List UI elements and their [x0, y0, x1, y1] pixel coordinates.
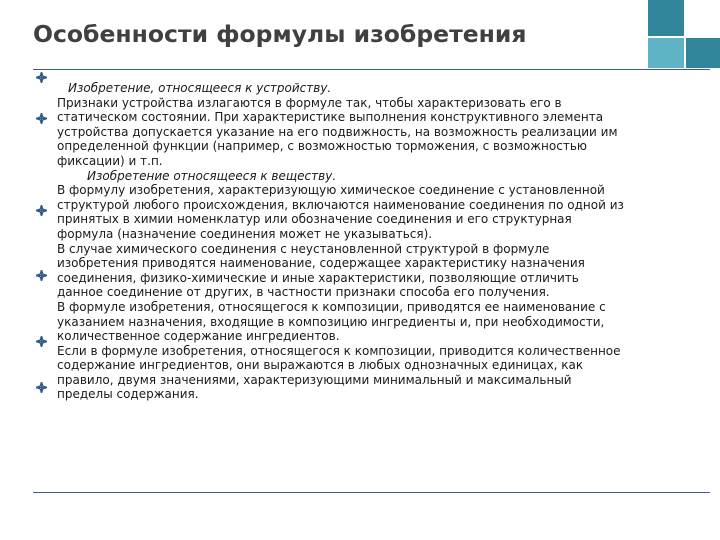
footer-divider — [33, 492, 710, 493]
body-line: статическом состоянии. При характеристике выполнения конструктивного элемента — [57, 110, 604, 125]
body-line: правило, двумя значениями, характеризующими минимальный и максимальный — [57, 372, 572, 387]
body-line: структурой любого происхождения, включаются наименование соединения по одной из — [57, 197, 624, 212]
four-petal-diamond-bullet-icon — [36, 205, 47, 216]
decor-square-top — [648, 0, 684, 36]
body-line: формула (назначение соединения может не указываться). — [57, 226, 433, 241]
title-divider — [33, 69, 710, 70]
body-line: фиксации) и т.п. — [57, 153, 163, 168]
body-line: указанием назначения, входящие в композицию ингредиенты и, при необходимости, — [57, 314, 605, 329]
four-petal-diamond-bullet-icon — [36, 336, 47, 347]
body-line: В формуле изобретения, относящегося к композиции, приводятся ее наименование с — [57, 299, 606, 314]
body-line: принятых в химии номенклатур или обозначение соединения и его структурная — [57, 212, 572, 227]
body-line: В случае химического соединения с неустановленной структурой в формуле — [57, 241, 550, 256]
body-line: пределы содержания. — [57, 387, 199, 402]
body-line: устройства допускается указание на его подвижность, на возможность реализации им — [57, 124, 618, 139]
four-petal-diamond-bullet-icon — [36, 270, 47, 281]
four-petal-diamond-bullet-icon — [36, 113, 47, 124]
decor-square-right — [686, 38, 720, 68]
subheading-device: Изобретение, относящееся к устройству. — [68, 81, 332, 95]
body-line: соединения, физико-химические и иные характеристики, позволяющие отличить — [57, 270, 579, 285]
body-line: количественное содержание ингредиентов. — [57, 329, 340, 344]
decor-square-light — [648, 38, 684, 68]
slide-title: Особенности формулы изобретения — [33, 20, 527, 48]
four-petal-diamond-bullet-icon — [36, 72, 47, 83]
body-line: Признаки устройства излагаются в формуле так, чтобы характеризовать его в — [57, 95, 562, 110]
body-line: изобретения приводятся наименование, содержащее характеристику назначения — [57, 256, 585, 271]
body-line: данное соединение от других, в частности признаки способа его получения. — [57, 285, 550, 300]
body-line: содержание ингредиентов, они выражаются в любых однозначных единицах, как — [57, 358, 584, 373]
body-line: определенной функции (например, с возможностью торможения, с возможностью — [57, 139, 587, 154]
body-line: Если в формуле изобретения, относящегося к композиции, приводится количественное — [57, 343, 621, 358]
body-line: В формулу изобретения, характеризующую химическое соединение с установленной — [57, 183, 605, 198]
four-petal-diamond-bullet-icon — [36, 382, 47, 393]
subheading-substance: Изобретение относящееся к веществу. — [87, 168, 337, 183]
slide-body — [57, 81, 669, 402]
